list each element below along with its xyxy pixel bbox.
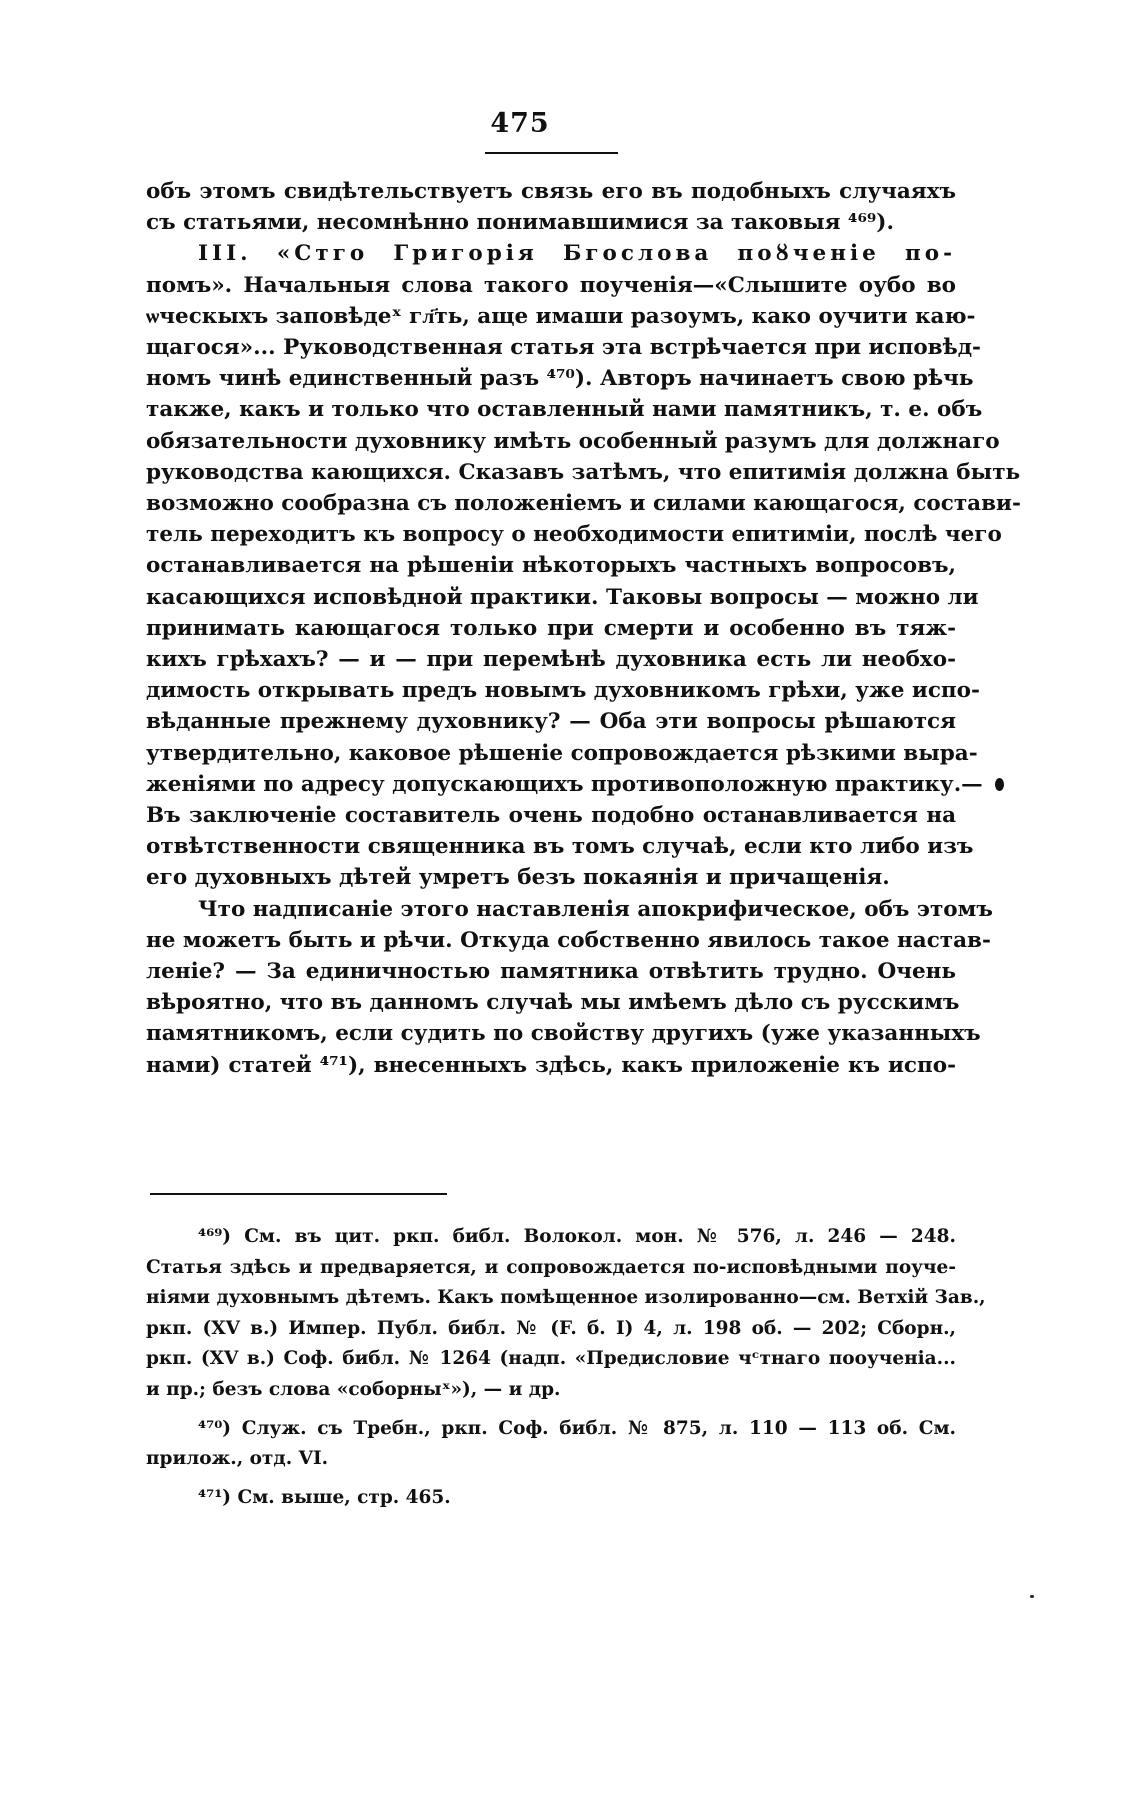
text-line: щагося»... Руководственная статья эта встрѣчается при исповѣд- <box>146 335 981 361</box>
text-line: касающихся исповѣдной практики. Таковы вопросы — можно ли <box>146 584 979 610</box>
text-line: вѣроятно, что въ данномъ случаѣ мы имѣемъ дѣло съ русскимъ <box>146 990 960 1016</box>
footnote-line: ⁴⁶⁹) См. въ цит. ркп. библ. Волокол. мон. № 576, л. 246 — 248. <box>198 1226 956 1247</box>
page-number: 475 <box>490 108 550 139</box>
footnote-line: ніями духовнымъ дѣтемъ. Какъ помѣщенное изолированно—см. Ветхій Зав., <box>146 1287 986 1309</box>
text-line: женіями по адресу допускающихъ противоположную практику.— <box>146 771 983 797</box>
text-line: объ этомъ свидѣтельствуетъ связь его въ подобныхъ случаяхъ <box>146 179 956 204</box>
footnote-line: прилож., отд. VI. <box>146 1448 329 1470</box>
footnote-gap <box>146 1475 956 1483</box>
text-line: возможно сообразна съ положеніемъ и силами кающагося, состави- <box>146 491 1021 517</box>
footnote-separator <box>150 1193 447 1195</box>
text-line: III. «Стго Григорія Бгослова поȣченіе по- <box>198 241 956 267</box>
text-line: номъ чинѣ единственный разъ ⁴⁷⁰). Авторъ начинаетъ свою рѣчь <box>146 366 974 392</box>
text-line: руководства кающихся. Сказавъ затѣмъ, что епитимія должна быть <box>146 459 1021 485</box>
text-line: димость открывать предъ новымъ духовникомъ грѣхи, уже испо- <box>146 678 980 704</box>
text-line: обязательности духовнику имѣть особенный разумъ для должнаго <box>146 428 1000 454</box>
text-line: леніе? — За единичностью памятника отвѣтить трудно. Очень <box>146 959 956 985</box>
footnote-line: ⁴⁷¹) См. выше, стр. 465. <box>198 1486 451 1508</box>
footnote-line: ркп. (XV в.) Соф. библ. № 1264 (надп. «Предисловие чᶜтнаго пооученіа... <box>146 1348 956 1370</box>
footnote-line: ⁴⁷⁰) Служ. съ Требн., ркп. Соф. библ. № 875, л. 110 — 113 об. См. <box>198 1417 956 1439</box>
text-line: Что надписаніе этого наставленія апокрифическое, объ этомъ <box>198 896 993 922</box>
text-line: тель переходитъ къ вопросу о необходимости епитиміи, послѣ чего <box>146 522 1002 548</box>
text-line: отвѣтственности священника въ томъ случаѣ, если кто либо изъ <box>146 834 974 860</box>
footnote-line: и пр.; безъ слова «соборныˣ»), — и др. <box>146 1378 561 1400</box>
text-line: также, какъ и только что оставленный нами памятникъ, т. е. объ <box>146 397 983 423</box>
footnote-gap <box>146 1406 956 1414</box>
text-line: нами) статей ⁴⁷¹), внесенныхъ здѣсь, какъ приложеніе къ испо- <box>146 1052 956 1078</box>
footnote-line: Статья здѣсь и предваряется, и сопровождается по-исповѣдными поуче- <box>146 1256 956 1278</box>
text-line: его духовныхъ дѣтей умретъ безъ покаянія и причащенія. <box>146 865 890 891</box>
text-line: помъ». Начальныя слова такого поученія—«Слышите оубо во <box>146 272 956 298</box>
text-line: вѣданные прежнему духовнику? — Оба эти вопросы рѣшаются <box>146 709 956 735</box>
ink-blot <box>995 778 1004 791</box>
text-line: останавливается на рѣшеніи нѣкоторыхъ частныхъ вопросовъ, <box>146 553 956 579</box>
text-line: кихъ грѣхахъ? — и — при перемѣнѣ духовника есть ли необхо- <box>146 647 956 673</box>
footnote-line: ркп. (XV в.) Импер. Публ. библ. № (F. б. I) 4, л. 198 об. — 202; Сборн., <box>146 1317 956 1339</box>
text-line: не можетъ быть и рѣчи. Откуда собственно явилось такое настав- <box>146 927 991 953</box>
footnotes <box>146 1222 986 1513</box>
text-line: Въ заключеніе составитель очень подобно останавливается на <box>146 803 956 829</box>
text-line: съ статьями, несомнѣнно понимавшимися за таковыя ⁴⁶⁹). <box>146 210 894 236</box>
page-number-rule <box>485 152 618 154</box>
text-line: памятникомъ, если судить по свойству другихъ (уже указанныхъ <box>146 1021 981 1047</box>
text-line: утвердительно, каковое рѣшеніе сопровождается рѣзкими выра- <box>146 740 978 766</box>
text-line: принимать кающагося только при смерти и особенно въ тяж- <box>146 615 956 641</box>
text-line: ѡческыхъ заповѣдеˣ гл҃ть, аще имаши разоумъ, како оучити каю- <box>146 303 976 329</box>
ink-speck <box>1030 1595 1034 1598</box>
main-text <box>146 176 1021 1081</box>
